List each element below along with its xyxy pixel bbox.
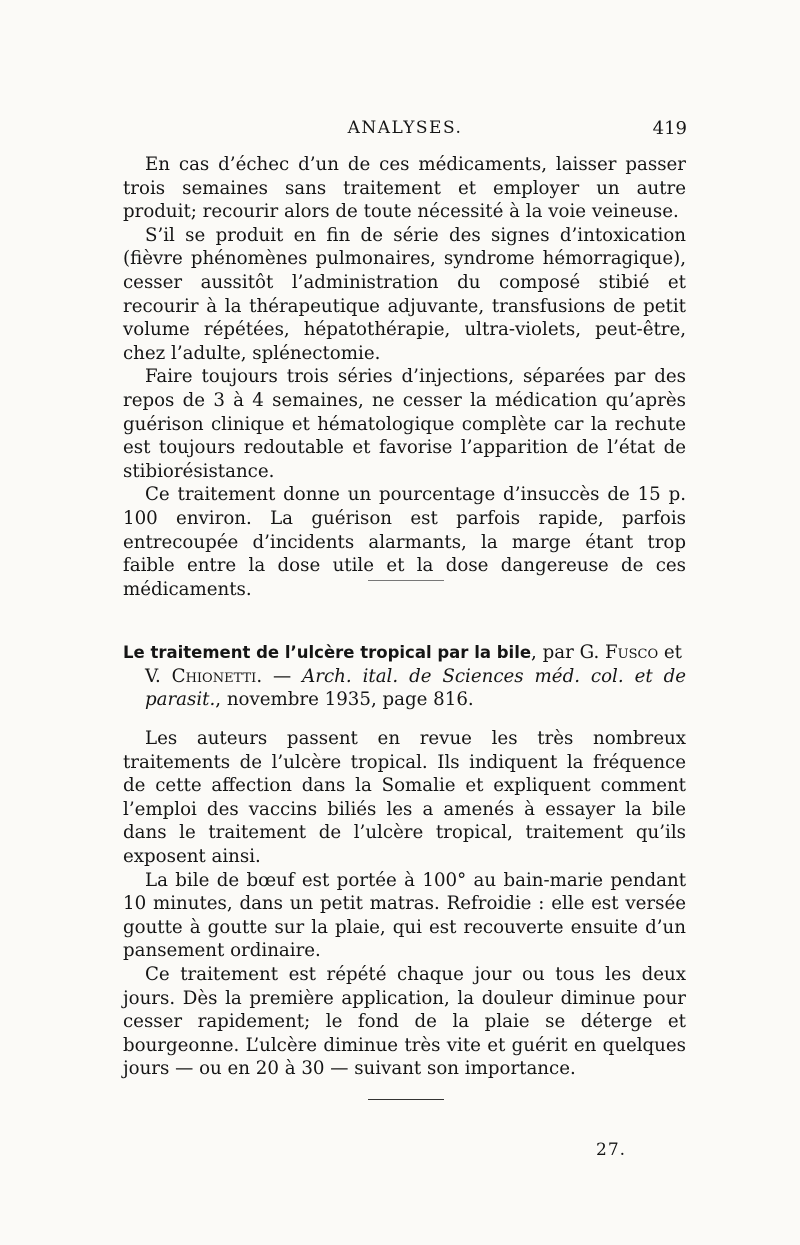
paragraph: S’il se produit en fin de série des signes d’intoxication (fièvre phénomènes pulmonaires, syndrome hémorragique), cesser aussitôt l’administration du composé stibié et recourir à la thérapeutique adjuvante, transfusions de petit volume répétées, hépatothérapie, ultra-violets, peut-être, chez l’adulte, splénectomie. xyxy=(123,224,686,364)
page-number: 419 xyxy=(652,118,687,139)
citation-dash: . — xyxy=(256,665,303,687)
article-heading xyxy=(123,641,686,712)
paragraph: La bile de bœuf est portée à 100° au bain-marie pendant 10 minutes, dans un petit matras. Refroidie : elle est versée goutte à goutte sur la plaie, qui est recouverte ensuite d’un pansement ordinaire. xyxy=(123,869,686,962)
author-fusco: Fusco xyxy=(605,642,659,663)
section-divider xyxy=(368,580,444,581)
paragraph: En cas d’échec d’un de ces médicaments, laisser passer trois semaines sans traitement et employer un autre produit; recourir alors de toute nécessité à la voie veineuse. xyxy=(123,154,686,223)
end-divider xyxy=(368,1099,444,1100)
paragraph: Ce traitement est répété chaque jour ou tous les deux jours. Dès la première application, la douleur diminue pour cesser rapidement; le fond de la plaie se déterge et bourgeonne. L’ulcère diminue très vite et guérit en quelques jours — ou en 20 à 30 — suivant son importance. xyxy=(123,963,686,1080)
paragraph: Les auteurs passent en revue les très nombreux traitements de l’ulcère tropical. Ils indiquent la fréquence de cette affection dans la Somalie et expliquent comment l’emploi des vaccins biliés les a amenés à essayer la bile dans le traitement de l’ulcère tropical, traitement qu’ils exposent ainsi. xyxy=(123,728,686,867)
article-title: Le traitement de l’ulcère tropical par la bile xyxy=(123,643,532,662)
page-header xyxy=(120,118,690,144)
paragraph: Ce traitement donne un pourcentage d’insuccès de 15 p. 100 environ. La guérison est parfois rapide, parfois entrecoupée d’incidents alarmants, la marge étant trop faible entre la dose utile et la dose dangereuse de ces médicaments. xyxy=(123,484,686,600)
journal-name: Arch. ital. de Sciences méd. col. et de parasit. xyxy=(145,665,686,711)
author-initial: V. xyxy=(145,665,172,687)
sheet-signature: 27. xyxy=(596,1140,627,1160)
article-and: et xyxy=(658,642,682,663)
text-block-stibie xyxy=(123,153,686,601)
article-by: , par G. xyxy=(531,642,606,663)
citation-date: , novembre 1935, page 816. xyxy=(215,689,474,711)
paragraph: Faire toujours trois séries d’injections, séparées par des repos de 3 à 4 semaines, ne cesser la médication qu’après guérison clinique et hématologique complète car la rechute est toujours redoutable et favorise l’apparition de l’état de stibiorésistance. xyxy=(123,366,686,482)
author-chionetti: Chionetti xyxy=(171,665,257,687)
running-title: ANALYSES. xyxy=(347,118,463,138)
text-block-bile xyxy=(123,727,686,1081)
